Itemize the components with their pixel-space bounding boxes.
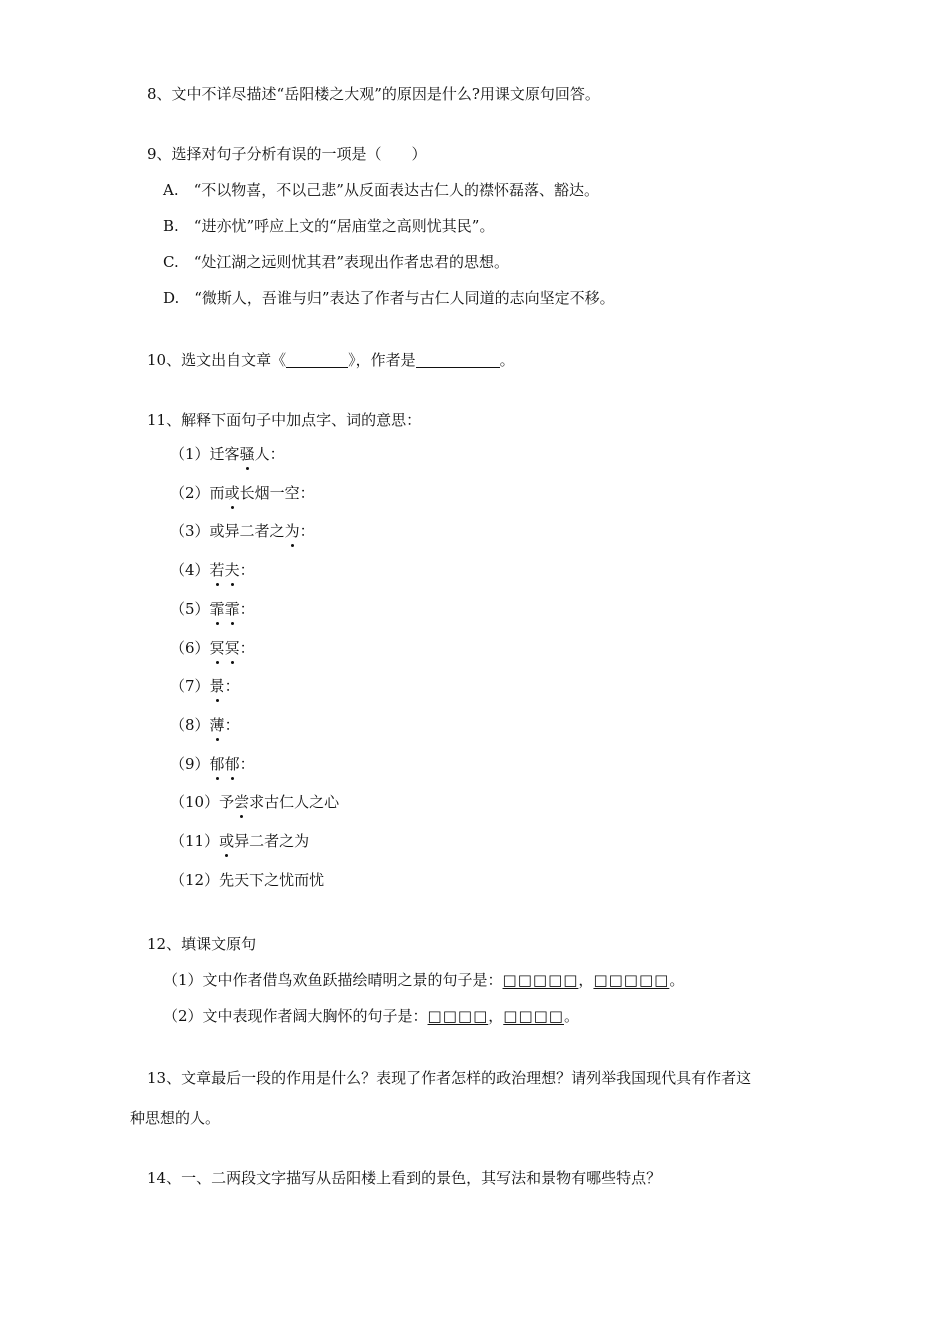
item-2-sep: ，: [488, 1007, 504, 1025]
item-number: （5）: [170, 600, 210, 618]
item-text: ：: [224, 677, 240, 695]
dotted-word: 为: [284, 522, 300, 540]
item-number: （2）: [170, 484, 210, 502]
item-1-text: （1）文中作者借鸟欢鱼跃描绘晴明之景的句子是：: [163, 971, 503, 989]
question-9-option-c: C. “处江湖之远则忧其君”表现出作者忠君的思想。: [163, 253, 510, 271]
item-text: 长烟一空：: [239, 484, 315, 502]
item-number: （12）: [170, 871, 220, 889]
item-text: ：: [299, 522, 315, 540]
list-item: [170, 521, 315, 541]
dotted-word: 郁郁: [209, 755, 240, 773]
item-number: （7）: [170, 677, 210, 695]
item-1-sep: ，: [578, 971, 594, 989]
answer-boxes[interactable]: □□□□□: [593, 971, 670, 989]
question-13-line-1: 13、文章最后一段的作用是什么？表现了作者怎样的政治理想？请列举我国现代具有作者这: [147, 1069, 752, 1087]
list-item: [170, 638, 255, 658]
dotted-word: 尝: [234, 793, 250, 811]
question-9-option-b: B. “进亦忧”呼应上文的“居庙堂之高则忧其民”。: [163, 217, 495, 235]
item-text: 异二者之为: [234, 832, 310, 850]
answer-boxes[interactable]: □□□□□: [502, 971, 579, 989]
question-10-text-1: 10、选文出自文章《: [147, 351, 287, 369]
item-text: ：: [224, 716, 240, 734]
question-12-stem: 12、填课文原句: [147, 935, 257, 953]
list-item: [170, 444, 285, 464]
question-9-stem: 9、选择对句子分析有误的一项是（ ）: [147, 145, 427, 163]
author-blank[interactable]: [416, 351, 500, 368]
item-number: （9）: [170, 755, 210, 773]
question-9-option-a: A. “不以物喜，不以己悲”从反面表达古仁人的襟怀磊落、豁达。: [163, 181, 599, 199]
item-text: 先天下之忧而忧: [219, 871, 325, 889]
item-1-end: 。: [669, 971, 685, 989]
item-text: ：: [239, 561, 255, 579]
question-12-item-1: [163, 970, 684, 990]
item-2-end: 。: [563, 1007, 579, 1025]
list-item: [170, 754, 255, 774]
item-number: （6）: [170, 639, 210, 657]
dotted-word: 景: [209, 677, 225, 695]
item-number: （10）: [170, 793, 220, 811]
item-number: （1）: [170, 445, 210, 463]
item-text: 而: [209, 484, 225, 502]
dotted-word: 冥冥: [209, 639, 240, 657]
question-10-text-3: 。: [499, 351, 515, 369]
dotted-word: 骚: [239, 445, 255, 463]
item-2-text: （2）文中表现作者阔大胸怀的句子是：: [163, 1007, 428, 1025]
question-13-line-2: 种思想的人。: [130, 1109, 221, 1127]
list-item: [170, 483, 315, 503]
question-8: 8、文中不详尽描述“岳阳楼之大观”的原因是什么?用课文原句回答。: [147, 85, 600, 103]
dotted-word: 若夫: [209, 561, 240, 579]
list-item: [170, 676, 240, 696]
list-item: [170, 715, 240, 735]
item-text: ：: [239, 755, 255, 773]
list-item: [170, 831, 309, 851]
list-item: [170, 560, 255, 580]
question-12-item-2: [163, 1006, 579, 1026]
question-10: [147, 350, 515, 370]
item-text: 或异二者之: [209, 522, 285, 540]
question-11-stem: 11、解释下面句子中加点字、词的意思：: [147, 411, 422, 429]
title-blank[interactable]: [286, 351, 348, 368]
item-number: （3）: [170, 522, 210, 540]
dotted-word: 薄: [209, 716, 225, 734]
dotted-word: 或: [219, 832, 235, 850]
item-number: （4）: [170, 561, 210, 579]
item-text: ：: [239, 639, 255, 657]
list-item: [170, 599, 255, 619]
item-text: 求古仁人之心: [249, 793, 340, 811]
dotted-word: 或: [224, 484, 240, 502]
item-text: 人：: [254, 445, 285, 463]
dotted-word: 霏霏: [209, 600, 240, 618]
item-text: ：: [239, 600, 255, 618]
item-number: （11）: [170, 832, 220, 850]
item-text: 予: [219, 793, 235, 811]
list-item: [170, 870, 324, 890]
question-14: 14、一、二两段文字描写从岳阳楼上看到的景色，其写法和景物有哪些特点？: [147, 1169, 662, 1187]
answer-boxes[interactable]: □□□□: [503, 1007, 564, 1025]
question-10-text-2: 》，作者是: [348, 351, 416, 369]
item-number: （8）: [170, 716, 210, 734]
list-item: [170, 792, 339, 812]
question-9-option-d: D. “微斯人，吾谁与归”表达了作者与古仁人同道的志向坚定不移。: [163, 289, 615, 307]
answer-boxes[interactable]: □□□□: [427, 1007, 489, 1025]
item-text: 迁客: [209, 445, 240, 463]
